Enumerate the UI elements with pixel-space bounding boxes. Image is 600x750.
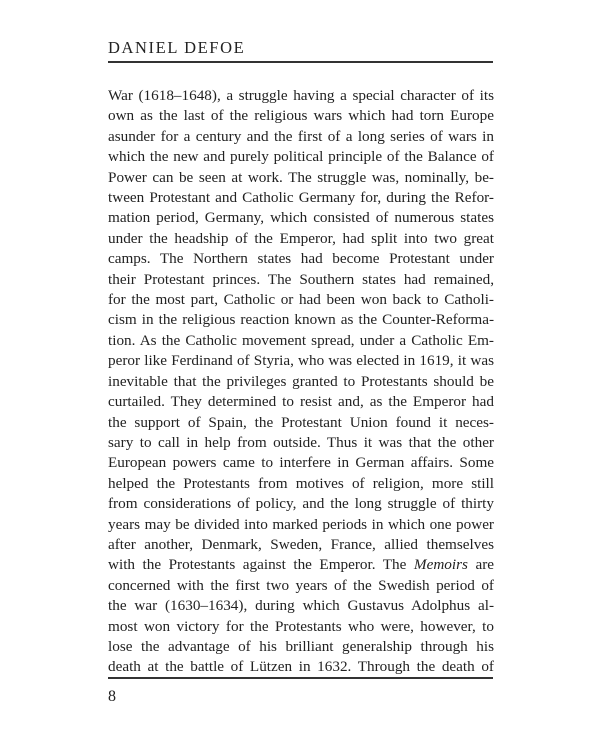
text-line-segment: death at the battle of Lützen in 1632. Through the death of — [108, 658, 494, 676]
text-line — [108, 494, 494, 514]
text-line-segment: under the headship of the Emperor, had split into two great — [108, 229, 494, 247]
text-line — [108, 657, 494, 677]
text-line-segment: years may be divided into marked periods in which one power — [108, 515, 494, 533]
text-line — [108, 270, 494, 290]
text-line — [108, 453, 494, 473]
page-number: 8 — [108, 688, 116, 705]
text-line-segment: helped the Protestants from motives of religion, more still — [108, 474, 494, 492]
text-line — [108, 372, 494, 392]
text-line — [108, 290, 494, 310]
text-line — [108, 208, 494, 228]
text-line-segment: tion. As the Catholic movement spread, under a Catholic Em- — [108, 331, 494, 349]
text-line-segment: European powers came to interfere in German affairs. Some — [108, 454, 494, 472]
text-line — [108, 535, 494, 555]
text-line-segment: which the new and purely political principle of the Balance of — [108, 148, 494, 166]
text-line — [108, 147, 494, 167]
text-line — [108, 637, 494, 657]
text-line-segment: curtailed. They determined to resist and, as the Emperor had — [108, 393, 494, 411]
text-line-segment: with the Protestants against the Emperor. The — [108, 556, 414, 574]
header-rule — [108, 61, 493, 63]
text-line-segment: tween Protestant and Catholic Germany for, during the Refor- — [108, 189, 494, 207]
text-line-segment: their Protestant princes. The Southern states had remained, — [108, 270, 494, 288]
text-line — [108, 86, 494, 106]
text-line-segment: peror like Ferdinand of Styria, who was elected in 1619, it was — [108, 352, 494, 370]
footer-rule — [108, 677, 493, 679]
text-line — [108, 576, 494, 596]
text-line-segment: inevitable that the privileges granted to Protestants should be — [108, 372, 494, 390]
text-line — [108, 596, 494, 616]
text-line-segment: concerned with the first two years of the Swedish period of — [108, 576, 494, 594]
text-line — [108, 127, 494, 147]
text-line — [108, 249, 494, 269]
text-line-segment: for the most part, Catholic or had been won back to Catholi- — [108, 291, 494, 309]
text-line-segment: from considerations of policy, and the long struggle of thirty — [108, 495, 494, 513]
text-line — [108, 310, 494, 330]
text-line — [108, 331, 494, 351]
text-line — [108, 474, 494, 494]
text-line — [108, 515, 494, 535]
text-line-segment: the support of Spain, the Protestant Union found it neces- — [108, 413, 494, 431]
text-line — [108, 617, 494, 637]
text-line-segment: War (1618–1648), a struggle having a special character of its — [108, 87, 494, 104]
text-line-segment: after another, Denmark, Sweden, France, allied themselves — [108, 535, 494, 553]
body-text — [108, 86, 494, 678]
text-line-segment: are — [467, 556, 494, 574]
running-head: DANIEL DEFOE — [108, 38, 246, 57]
text-line-segment: Power can be seen at work. The struggle was, nominally, be- — [108, 168, 494, 186]
text-line — [108, 229, 494, 249]
text-line — [108, 188, 494, 208]
text-line-segment: mation period, Germany, which consisted of numerous states — [108, 209, 494, 227]
text-line-segment: camps. The Northern states had become Protestant under — [108, 250, 494, 268]
text-line-segment: the war (1630–1634), during which Gustavus Adolphus al- — [108, 597, 494, 615]
text-line-segment: own as the last of the religious wars which had torn Europe — [108, 107, 494, 125]
text-line — [108, 351, 494, 371]
text-line-segment: cism in the religious reaction known as the Counter-Reforma- — [108, 311, 494, 329]
text-line-segment: asunder for a century and the first of a long series of wars in — [108, 127, 494, 145]
text-line — [108, 392, 494, 412]
text-line — [108, 168, 494, 188]
text-line — [108, 106, 494, 126]
italic-title: Memoirs — [413, 556, 468, 574]
text-line-segment: sary to call in help from outside. Thus it was that the other — [108, 433, 494, 451]
text-line — [108, 555, 494, 575]
text-line — [108, 413, 494, 433]
text-line-segment: most won victory for the Protestants who were, however, to — [108, 617, 494, 635]
text-line — [108, 433, 494, 453]
text-line-segment: lose the advantage of his brilliant generalship through his — [108, 637, 494, 655]
